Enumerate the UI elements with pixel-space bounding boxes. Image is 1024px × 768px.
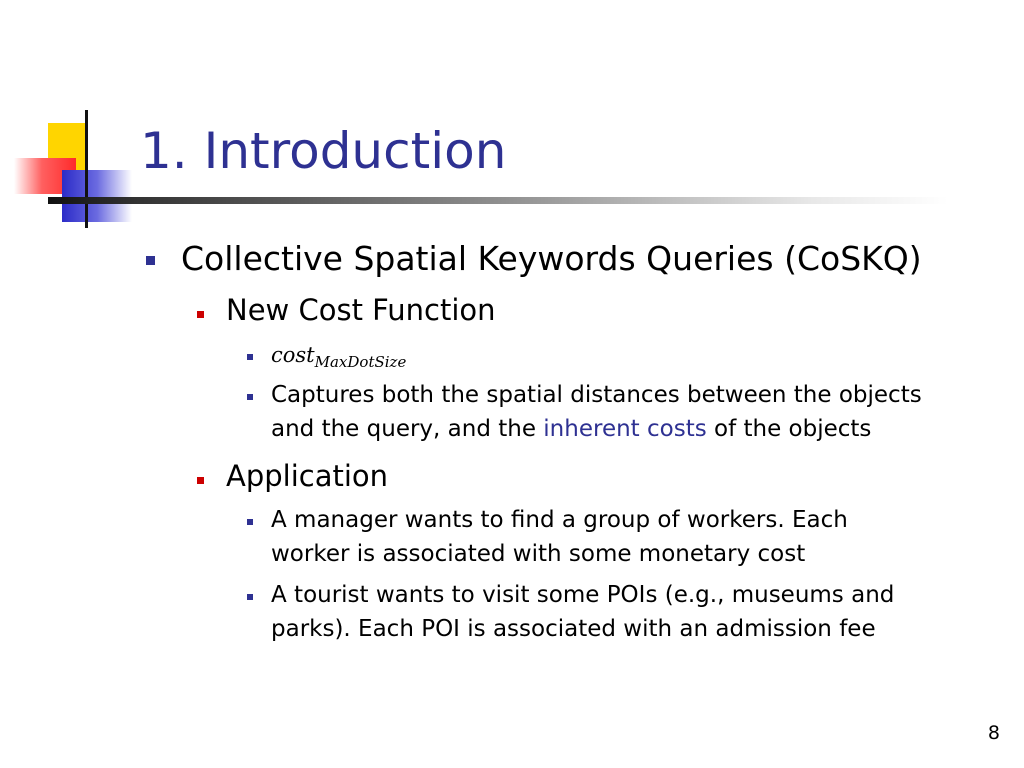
title-underline	[48, 197, 948, 204]
cost-formula	[271, 340, 406, 377]
inherent-costs-highlight: inherent costs	[543, 416, 707, 442]
manager-line-1: A manager wants to find a group of workers. Each	[271, 507, 848, 533]
page-number: 8	[987, 722, 1000, 744]
level2-bullet-icon	[197, 477, 204, 484]
captures-line-1: Captures both the spatial distances between the objects	[271, 382, 922, 408]
bullet-application: Application	[226, 459, 389, 493]
level3-bullet-icon	[247, 394, 253, 400]
level3-bullet-icon	[247, 519, 253, 525]
level2-bullet-icon	[197, 311, 204, 318]
manager-line-2: worker is associated with some monetary cost	[271, 541, 806, 567]
cost-formula-subscript: MaxDotSize	[314, 353, 407, 371]
level3-bullet-icon	[247, 594, 253, 600]
captures-line-2-suffix: of the objects	[706, 416, 872, 442]
tourist-line-1: A tourist wants to visit some POIs (e.g., museums and	[271, 582, 895, 608]
slide-title: 1. Introduction	[140, 122, 507, 180]
bullet-coskq: Collective Spatial Keywords Queries (CoSKQ)	[181, 239, 922, 278]
level1-bullet-icon	[146, 256, 155, 265]
bullet-new-cost-function: New Cost Function	[226, 293, 496, 327]
cost-formula-base: cost	[271, 343, 315, 367]
captures-line-2	[271, 412, 871, 446]
tourist-line-2: parks). Each POI is associated with an admission fee	[271, 616, 876, 642]
decoration-vertical-line	[85, 110, 88, 228]
decoration-blue-square	[62, 170, 132, 222]
level3-bullet-icon	[247, 354, 253, 360]
captures-line-2-prefix: and the query, and the	[271, 416, 544, 442]
